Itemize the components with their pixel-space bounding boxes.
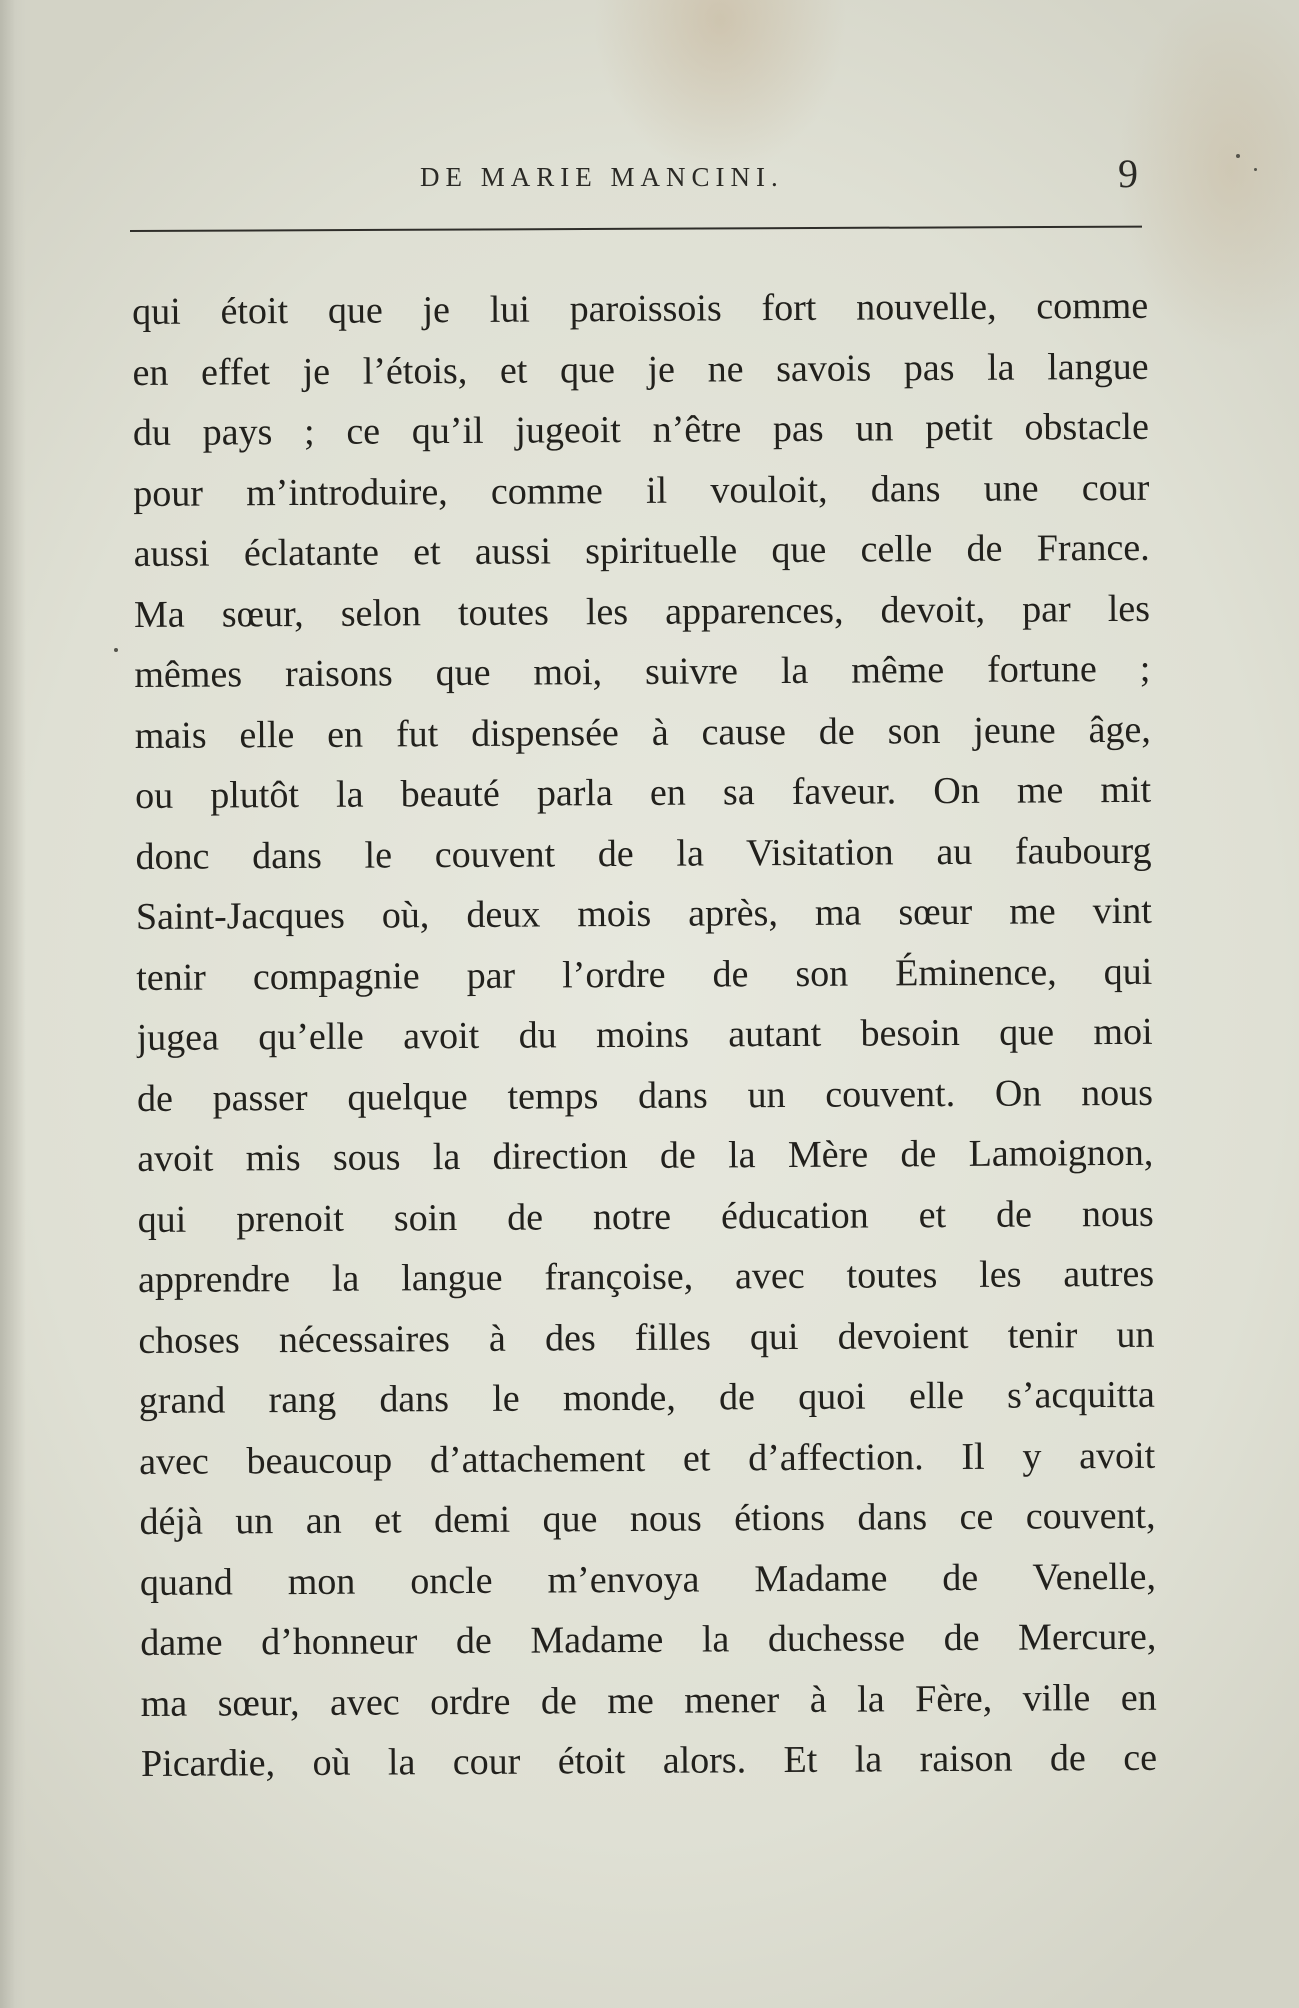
text-line: Saint-Jacques où, deux mois après, ma sœur me vint: [135, 889, 1152, 938]
text-line: tenir compagnie par l’ordre de son Éminence, qui: [136, 950, 1153, 999]
text-line: choses nécessaires à des filles qui devoient tenir un: [138, 1313, 1155, 1362]
text-line: dame d’honneur de Madame la duchesse de Mercure,: [140, 1615, 1157, 1664]
text-line: déjà un an et demi que nous étions dans ce couvent,: [139, 1494, 1156, 1543]
text-line: donc dans le couvent de la Visitation au faubourg: [135, 829, 1152, 878]
running-head: [0, 150, 1299, 210]
text-line: ma sœur, avec ordre de me mener à la Fère, ville en: [140, 1676, 1157, 1725]
text-line: qui étoit que je lui paroissois fort nouvelle, comme: [132, 284, 1149, 333]
header-rule: [130, 226, 1142, 232]
text-line: avec beaucoup d’attachement et d’affection. Il y avoit: [139, 1434, 1156, 1483]
text-line: de passer quelque temps dans un couvent. On nous: [136, 1071, 1154, 1120]
page-number: 9: [1118, 151, 1138, 196]
text-line: Ma sœur, selon toutes les apparences, devoit, par les: [133, 587, 1151, 636]
text-line: mais elle en fut dispensée à cause de son jeune âge,: [134, 708, 1151, 757]
text-line: avoit mis sous la direction de la Mère de Lamoignon,: [137, 1131, 1154, 1180]
text-line: qui prenoit soin de notre éducation et de nous: [137, 1192, 1154, 1241]
text-line: ou plutôt la beauté parla en sa faveur. On me mit: [135, 768, 1152, 817]
text-line: mêmes raisons que moi, suivre la même fortune ;: [134, 647, 1151, 696]
paper-speck: [1236, 154, 1240, 158]
text-line: aussi éclatante et aussi spirituelle que celle de France.: [133, 526, 1150, 575]
paper-speck: [114, 648, 118, 652]
text-line: apprendre la langue françoise, avec toutes les autres: [137, 1252, 1155, 1301]
paper-speck: [1254, 168, 1257, 171]
body-text: [132, 276, 1157, 1795]
page-gutter-shadow: [0, 0, 26, 2008]
text-line: jugea qu’elle avoit du moins autant besoin que moi: [136, 1010, 1153, 1059]
text-line: grand rang dans le monde, de quoi elle s’acquitta: [138, 1373, 1155, 1422]
text-line: pour m’introduire, comme il vouloit, dans une cour: [133, 466, 1150, 515]
text-line: du pays ; ce qu’il jugeoit n’être pas un petit obstacle: [132, 405, 1150, 454]
text-line: en effet je l’étois, et que je ne savois pas la langue: [132, 345, 1149, 394]
running-title: DE MARIE MANCINI.: [420, 162, 784, 192]
text-line: quand mon oncle m’envoya Madame de Venelle,: [139, 1555, 1157, 1604]
text-line: Picardie, où la cour étoit alors. Et la raison de ce: [140, 1736, 1158, 1785]
